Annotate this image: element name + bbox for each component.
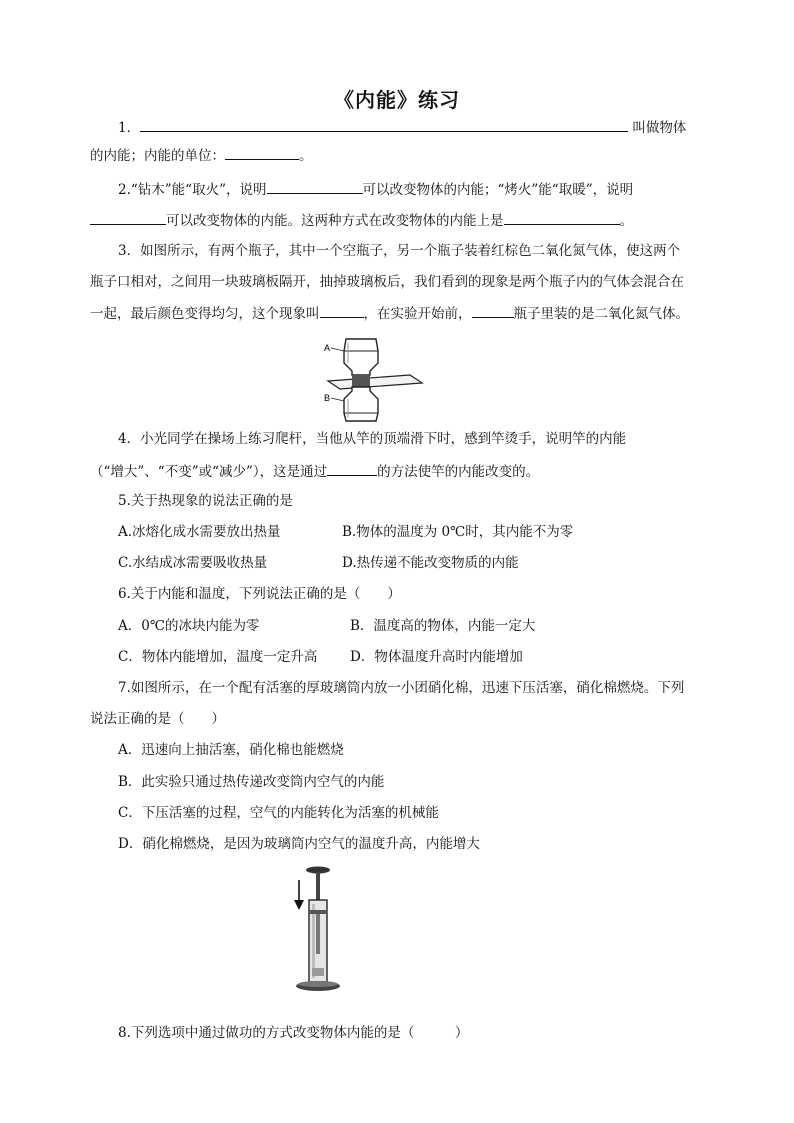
q4-line1: 4．小光同学在操场上练习爬杆，当他从竿的顶端滑下时，感到竿烫手，说明竿的内能 [118,431,627,447]
q4-blank-1 [327,462,377,476]
bottle-a-label: A [324,343,331,353]
glass-plate-icon [328,375,422,389]
bottle-a-icon [344,339,378,375]
down-arrow-icon [294,880,304,910]
bottle-b-icon [344,387,378,421]
q6-option-a: A．0℃的冰块内能为零 [118,618,260,634]
q1-blank-1 [140,118,628,132]
q7-line2: 说法正确的是（ ） [90,711,225,727]
q5-stem: 5.关于热现象的说法正确的是 [118,493,293,509]
q1-line1: 1． 叫做物体 [118,120,687,136]
q3-line1: 3．如图所示，有两个瓶子，其中一个空瓶子，另一个瓶子装着红棕色二氧化氮气体，使这两个 [118,243,681,259]
q7-option-c: C．下压活塞的过程，空气的内能转化为活塞的机械能 [118,805,439,821]
q3-line3: 一起，最后颜色变得均匀，这个现象叫 ，在实验开始前， 瓶子里装的是二氧化氮气体。 [90,306,689,322]
two-bottles-figure [322,333,428,425]
q2-line2: 可以改变物体的内能。这两种方式在改变物体的内能上是 。 [90,211,633,230]
q6-stem: 6.关于内能和温度，下列说法正确的是（ ） [118,586,401,602]
q2-line1: 2.“钻木”能“取火”，说明 可以改变物体的内能；“烤火”能“取暖”，说明 [118,182,634,198]
q2-blank-1 [267,180,363,194]
q6-option-c: C．物体内能增加，温度一定升高 [118,649,318,665]
q3-blank-1 [320,304,364,318]
q3-line2: 瓶子口相对，之间用一块玻璃板隔开，抽掉玻璃板后，我们看到的现象是两个瓶子内的气体会混合在 [90,274,684,290]
bottle-b-label: B [324,393,331,403]
q5-option-c: C.水结成冰需要吸收热量 [118,555,268,571]
q3-blank-2 [472,304,514,318]
q8-stem: 8.下列选项中通过做功的方式改变物体内能的是（ ） [118,1025,469,1041]
fire-piston-figure [287,864,347,994]
worksheet-title: 《内能》练习 [334,88,460,112]
q6-option-b: B．温度高的物体，内能一定大 [350,618,536,634]
q2-blank-3 [504,211,620,225]
glass-cylinder-icon [296,900,340,991]
q5-option-d: D.热传递不能改变物质的内能 [342,555,519,571]
q1-blank-2 [225,146,299,160]
piston-handle-icon [306,867,330,903]
q7-option-b: B．此实验只通过热传递改变筒内空气的内能 [118,774,385,790]
q7-option-d: D．硝化棉燃烧，是因为玻璃筒内空气的温度升高，内能增大 [118,836,480,852]
q5-option-a: A.冰熔化成水需要放出热量 [118,524,281,540]
q1-line2: 的内能；内能的单位： 。 [90,148,313,164]
q4-line2: （“增大”、“不变”或“减少”），这是通过 的方法使竿的内能改变的。 [90,464,540,480]
q7-line1: 7.如图所示，在一个配有活塞的厚玻璃筒内放一小团硝化棉，迅速下压活塞，硝化棉燃烧。下列 [118,680,685,696]
q2-blank-2 [90,211,166,225]
q7-option-a: A．迅速向上抽活塞，硝化棉也能燃烧 [118,742,344,758]
q6-option-d: D．物体温度升高时内能增加 [350,649,523,665]
q5-option-b: B.物体的温度为 0℃时，其内能不为零 [342,524,574,540]
